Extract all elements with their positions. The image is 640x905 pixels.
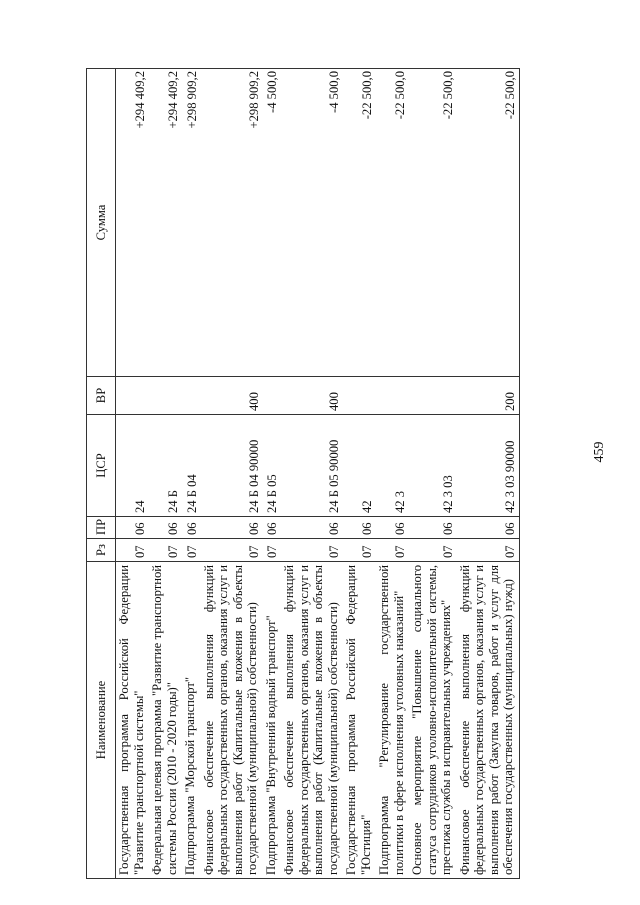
row-name: Финансовое обеспечение выполнения функций федеральных государственных органов, оказания услуг и выполнения работ (Закупка товаров, работ и услуг для обеспечения государственных (муниципальных) нужд) [457, 562, 520, 879]
row-sum: -22 500,0 [409, 69, 457, 377]
row-sum: -22 500,0 [376, 69, 409, 377]
header-name: Наименование [87, 562, 116, 879]
row-pr: 06 [343, 517, 376, 539]
row-rz: 07 [409, 539, 457, 562]
row-csr: 42 3 [376, 415, 409, 517]
row-name: Подпрограмма "Морской транспорт" [182, 562, 201, 879]
row-pr: 06 [457, 517, 520, 539]
row-name: Финансовое обеспечение выполнения функций федеральных государственных органов, оказания услуг и выполнения работ (Капитальные вложения в объекты государственной (муниципальной) собственности) [201, 562, 263, 879]
row-pr: 06 [409, 517, 457, 539]
row-vr [376, 377, 409, 415]
row-vr [182, 377, 201, 415]
row-vr [149, 377, 182, 415]
row-rz: 07 [457, 539, 520, 562]
table-row [201, 69, 263, 879]
table-row [409, 69, 457, 879]
header-rz: Рз [87, 539, 116, 562]
row-vr [263, 377, 282, 415]
table-row [281, 69, 343, 879]
row-rz: 07 [281, 539, 343, 562]
budget-table [86, 68, 520, 879]
row-sum: -4 500,0 [263, 69, 282, 377]
row-name: Подпрограмма "Внутренний водный транспорт" [263, 562, 282, 879]
row-csr: 24 Б 04 90000 [201, 415, 263, 517]
rotated-table-container [86, 69, 590, 879]
row-pr: 06 [281, 517, 343, 539]
row-csr: 24 Б 05 [263, 415, 282, 517]
row-pr: 06 [182, 517, 201, 539]
row-rz: 07 [201, 539, 263, 562]
row-vr [343, 377, 376, 415]
row-rz: 07 [149, 539, 182, 562]
row-csr: 42 [343, 415, 376, 517]
row-name: Финансовое обеспечение выполнения функций федеральных государственных органов, оказания услуг и выполнения работ (Капитальные вложения в объекты государственной (муниципальной) собственности) [281, 562, 343, 879]
row-vr [116, 377, 150, 415]
header-csr: ЦСР [87, 415, 116, 517]
row-sum: -22 500,0 [343, 69, 376, 377]
row-pr: 06 [149, 517, 182, 539]
row-vr: 200 [457, 377, 520, 415]
row-vr [409, 377, 457, 415]
row-name: Государственная программа Российской Федерации "Юстиция" [343, 562, 376, 879]
row-sum: +298 909,2 [182, 69, 201, 377]
row-rz: 07 [116, 539, 150, 562]
table-row [116, 69, 150, 879]
row-rz: 07 [182, 539, 201, 562]
row-sum: +294 409,2 [116, 69, 150, 377]
table-row [182, 69, 201, 879]
row-csr: 24 Б 05 90000 [281, 415, 343, 517]
header-pr: ПР [87, 517, 116, 539]
header-vr: ВР [87, 377, 116, 415]
table-header-row [87, 69, 116, 879]
row-vr: 400 [281, 377, 343, 415]
row-pr: 06 [116, 517, 150, 539]
table-row [376, 69, 409, 879]
row-name: Основное мероприятие "Повышение социального статуса сотрудников уголовно-исполнительной системы, престижа службы в исправительных учреждениях" [409, 562, 457, 879]
row-csr: 24 [116, 415, 150, 517]
row-pr: 06 [376, 517, 409, 539]
row-pr: 06 [201, 517, 263, 539]
row-csr: 24 Б [149, 415, 182, 517]
row-vr: 400 [201, 377, 263, 415]
row-rz: 07 [343, 539, 376, 562]
row-csr: 42 3 03 [409, 415, 457, 517]
table-row [343, 69, 376, 879]
row-rz: 07 [376, 539, 409, 562]
row-pr: 06 [263, 517, 282, 539]
row-name: Государственная программа Российской Федерации "Развитие транспортной системы" [116, 562, 150, 879]
row-sum: +294 409,2 [149, 69, 182, 377]
row-sum: +298 909,2 [201, 69, 263, 377]
table-row [149, 69, 182, 879]
page-number: 459 [592, 441, 607, 463]
table-row [263, 69, 282, 879]
row-name: Федеральная целевая программа "Развитие транспортной системы России (2010 - 2020 годы)" [149, 562, 182, 879]
row-rz: 07 [263, 539, 282, 562]
row-csr: 42 3 03 90000 [457, 415, 520, 517]
header-sum: Сумма [87, 69, 116, 377]
table-row [457, 69, 520, 879]
row-csr: 24 Б 04 [182, 415, 201, 517]
row-sum: -22 500,0 [457, 69, 520, 377]
row-name: Подпрограмма "Регулирование государственной политики в сфере исполнения уголовных наказаний" [376, 562, 409, 879]
row-sum: -4 500,0 [281, 69, 343, 377]
